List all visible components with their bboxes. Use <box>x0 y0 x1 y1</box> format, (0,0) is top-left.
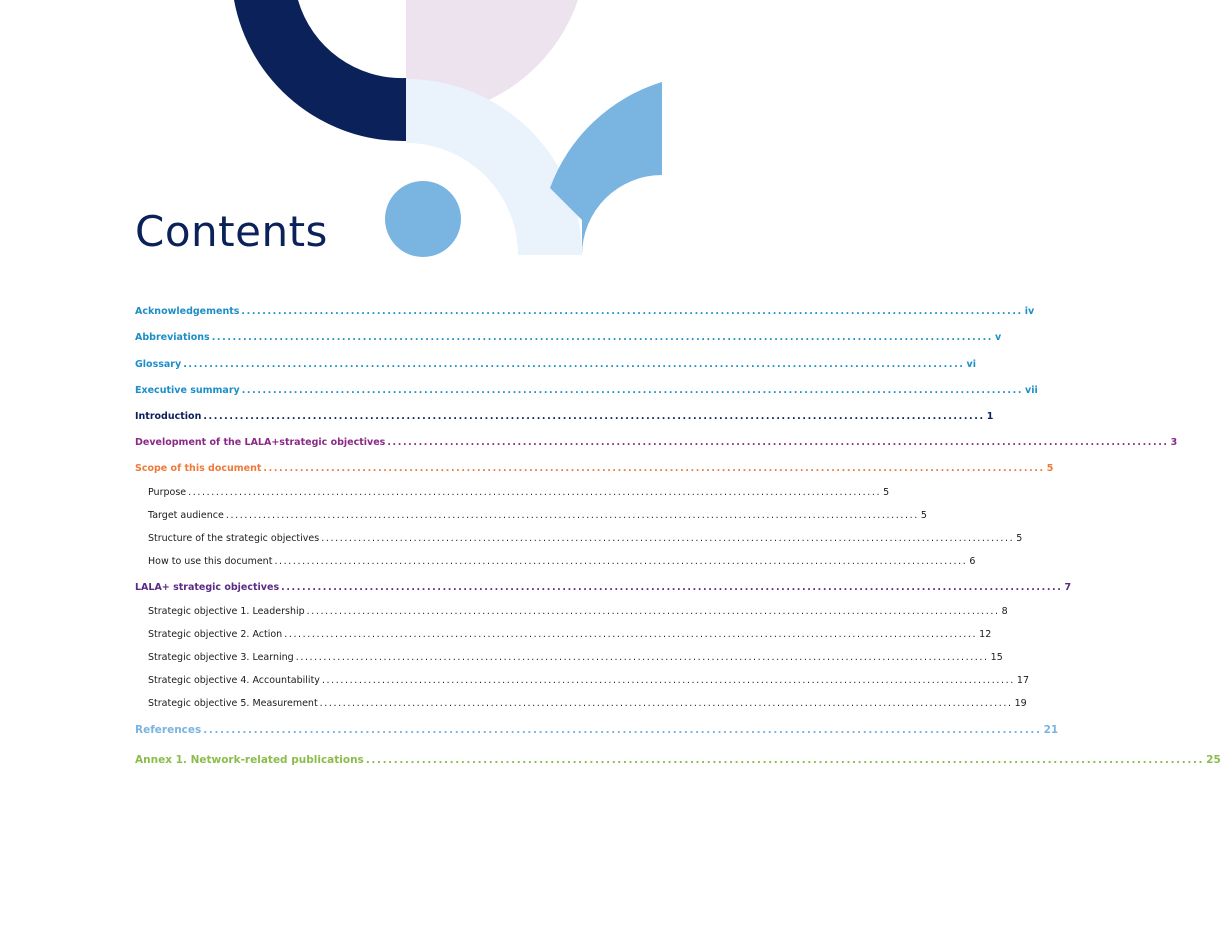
toc-entry-page: vii <box>1025 385 1038 396</box>
toc-entry-introduction[interactable] <box>135 410 994 424</box>
toc-leader-dots: ...................................................................................................................................................... <box>241 306 1023 317</box>
toc-entry-label: Purpose <box>148 487 187 498</box>
navy-arc-shape <box>234 0 406 141</box>
toc-entry-page: 5 <box>1046 463 1054 474</box>
toc-entry-objective-1[interactable] <box>148 605 1008 619</box>
toc-entry-label: Strategic objective 5. Measurement <box>148 698 318 709</box>
toc-entry-label: Strategic objective 1. Leadership <box>148 606 305 617</box>
toc-entry-page: vi <box>966 359 976 370</box>
toc-entry-label: Development of the LALA+strategic objectives <box>135 437 386 448</box>
toc-leader-dots: ...................................................................................................................................................... <box>263 463 1045 474</box>
toc-entry-objective-5[interactable] <box>148 697 1027 711</box>
toc-leader-dots: ...................................................................................................................................................... <box>203 724 1042 736</box>
toc-leader-dots: ...................................................................................................................................................... <box>274 556 968 567</box>
toc-leader-dots: ...................................................................................................................................................... <box>188 487 882 498</box>
toc-entry-label: Strategic objective 3. Learning <box>148 652 294 663</box>
toc-leader-dots: ...................................................................................................................................................... <box>319 698 1013 709</box>
toc-leader-dots: ...................................................................................................................................................... <box>281 582 1063 593</box>
toc-entry-label: Strategic objective 2. Action <box>148 629 283 640</box>
toc-leader-dots: ...................................................................................................................................................... <box>295 652 989 663</box>
toc-entry-how-to-use[interactable] <box>148 555 976 569</box>
toc-entry-scope[interactable] <box>135 462 1054 476</box>
toc-entry-references[interactable] <box>135 723 1059 737</box>
toc-entry-page: 3 <box>1170 437 1178 448</box>
toc-leader-dots: ...................................................................................................................................................... <box>321 675 1015 686</box>
toc-entry-label: Structure of the strategic objectives <box>148 533 320 544</box>
toc-entry-page: 1 <box>986 411 994 422</box>
toc-entry-development[interactable] <box>135 436 1178 450</box>
toc-entry-annex-1[interactable] <box>135 753 1221 767</box>
toc-leader-dots: ...................................................................................................................................................... <box>183 359 965 370</box>
toc-entry-page: iv <box>1024 306 1035 317</box>
toc-entry-objective-2[interactable] <box>148 628 992 642</box>
toc-entry-objective-3[interactable] <box>148 651 1003 665</box>
toc-entry-page: 5 <box>920 510 927 521</box>
page-title: Contents <box>135 207 328 256</box>
toc-leader-dots: ...................................................................................................................................................... <box>387 437 1169 448</box>
toc-entry-objective-4[interactable] <box>148 674 1029 688</box>
toc-leader-dots: ...................................................................................................................................................... <box>284 629 978 640</box>
toc-leader-dots: ...................................................................................................................................................... <box>211 332 994 343</box>
toc-entry-purpose[interactable] <box>148 486 890 500</box>
toc-entry-page: 12 <box>979 629 992 640</box>
toc-entry-page: 25 <box>1206 754 1221 766</box>
toc-entry-label: Executive summary <box>135 385 240 396</box>
toc-entry-page: 19 <box>1014 698 1027 709</box>
toc-entry-label: Abbreviations <box>135 332 210 343</box>
decorative-header-shapes <box>0 0 662 270</box>
toc-entry-page: 5 <box>883 487 890 498</box>
toc-entry-target-audience[interactable] <box>148 509 927 523</box>
toc-entry-page: 15 <box>990 652 1003 663</box>
toc-entry-label: Introduction <box>135 411 202 422</box>
toc-entry-glossary[interactable] <box>135 358 976 372</box>
toc-entry-label: How to use this document <box>148 556 273 567</box>
toc-entry-label: LALA+ strategic objectives <box>135 582 280 593</box>
toc-entry-page: 5 <box>1016 533 1023 544</box>
blue-circle-shape <box>385 181 461 257</box>
toc-entry-page: v <box>995 332 1002 343</box>
toc-entry-label: References <box>135 724 202 736</box>
toc-entry-strategic-objectives[interactable] <box>135 581 1072 595</box>
toc-entry-label: Target audience <box>148 510 224 521</box>
toc-entry-page: 6 <box>969 556 976 567</box>
toc-entry-label: Scope of this document <box>135 463 262 474</box>
toc-entry-label: Strategic objective 4. Accountability <box>148 675 320 686</box>
toc-leader-dots: ...................................................................................................................................................... <box>225 510 919 521</box>
toc-leader-dots: ...................................................................................................................................................... <box>203 411 985 422</box>
toc-entry-abbreviations[interactable] <box>135 331 1002 345</box>
toc-entry-label: Annex 1. Network-related publications <box>135 754 364 766</box>
toc-entry-label: Glossary <box>135 359 182 370</box>
toc-entry-page: 21 <box>1043 724 1059 736</box>
toc-entry-page: 17 <box>1016 675 1029 686</box>
toc-leader-dots: ...................................................................................................................................................... <box>306 606 1000 617</box>
toc-entry-page: 7 <box>1064 582 1072 593</box>
toc-leader-dots: ...................................................................................................................................................... <box>321 533 1015 544</box>
toc-entry-executive-summary[interactable] <box>135 384 1038 398</box>
toc-entry-label: Acknowledgements <box>135 306 240 317</box>
toc-leader-dots: ...................................................................................................................................................... <box>241 385 1024 396</box>
toc-entry-structure[interactable] <box>148 532 1023 546</box>
toc-leader-dots: ...................................................................................................................................................... <box>365 754 1205 766</box>
toc-entry-acknowledgements[interactable] <box>135 305 1035 319</box>
toc-entry-page: 8 <box>1001 606 1008 617</box>
